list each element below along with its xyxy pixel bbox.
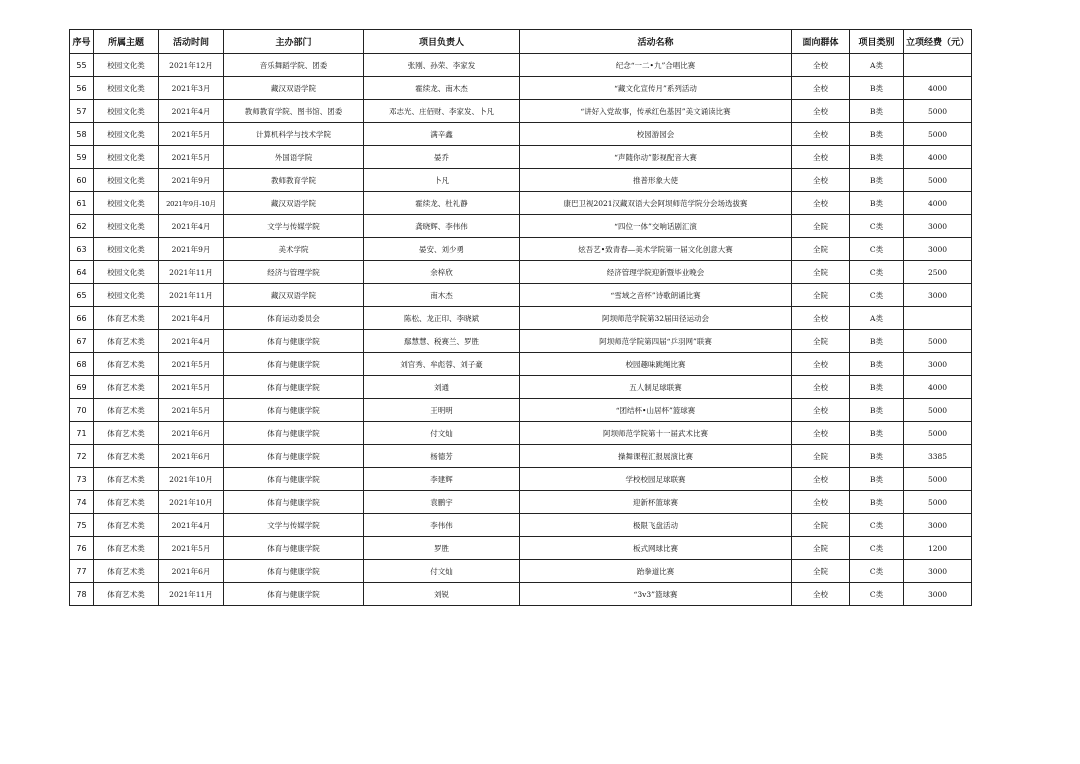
time-cell: 2021年4月 — [159, 514, 224, 537]
time-cell: 2021年4月 — [159, 307, 224, 330]
department-cell: 计算机科学与技术学院 — [224, 123, 364, 146]
audience-cell: 全院 — [792, 238, 850, 261]
audience-cell: 全校 — [792, 376, 850, 399]
audience-cell: 全校 — [792, 307, 850, 330]
leader-cell: 张刚、孙荣、李家发 — [364, 54, 520, 77]
leader-cell: 邓志光、庄佰财、李家发、卜凡 — [364, 100, 520, 123]
audience-cell: 全院 — [792, 537, 850, 560]
theme-cell: 校园文化类 — [94, 238, 159, 261]
time-cell: 2021年9月 — [159, 169, 224, 192]
leader-cell: 刘通 — [364, 376, 520, 399]
funding-cell: 3000 — [904, 353, 972, 376]
leader-cell: 陈松、龙正印、李晓斌 — [364, 307, 520, 330]
activity-name-cell: 板式网球比赛 — [520, 537, 792, 560]
table-row — [70, 215, 972, 238]
department-cell: 体育与健康学院 — [224, 445, 364, 468]
activity-table — [69, 29, 972, 606]
table-row — [70, 514, 972, 537]
serial-cell: 63 — [70, 238, 94, 261]
funding-cell: 3000 — [904, 238, 972, 261]
category-cell: C类 — [850, 514, 904, 537]
time-cell: 2021年9月-10月 — [159, 192, 224, 215]
table-row — [70, 284, 972, 307]
serial-cell: 71 — [70, 422, 94, 445]
audience-cell: 全院 — [792, 261, 850, 284]
department-cell: 经济与管理学院 — [224, 261, 364, 284]
department-cell: 体育与健康学院 — [224, 399, 364, 422]
serial-cell: 55 — [70, 54, 94, 77]
leader-cell: 余梓欣 — [364, 261, 520, 284]
funding-cell: 3000 — [904, 284, 972, 307]
time-cell: 2021年4月 — [159, 330, 224, 353]
leader-cell: 晏安、刘少勇 — [364, 238, 520, 261]
theme-cell: 体育艺术类 — [94, 445, 159, 468]
theme-cell: 校园文化类 — [94, 146, 159, 169]
theme-cell: 校园文化类 — [94, 77, 159, 100]
time-cell: 2021年5月 — [159, 123, 224, 146]
audience-cell: 全校 — [792, 100, 850, 123]
header-leader: 项目负责人 — [364, 30, 520, 54]
time-cell: 2021年10月 — [159, 468, 224, 491]
theme-cell: 校园文化类 — [94, 54, 159, 77]
time-cell: 2021年5月 — [159, 376, 224, 399]
audience-cell: 全校 — [792, 399, 850, 422]
funding-cell: 5000 — [904, 169, 972, 192]
category-cell: B类 — [850, 353, 904, 376]
audience-cell: 全院 — [792, 514, 850, 537]
theme-cell: 校园文化类 — [94, 215, 159, 238]
category-cell: B类 — [850, 169, 904, 192]
department-cell: 外国语学院 — [224, 146, 364, 169]
table-row — [70, 146, 972, 169]
department-cell: 藏汉双语学院 — [224, 284, 364, 307]
time-cell: 2021年5月 — [159, 537, 224, 560]
header-time: 活动时间 — [159, 30, 224, 54]
audience-cell: 全校 — [792, 468, 850, 491]
theme-cell: 校园文化类 — [94, 192, 159, 215]
theme-cell: 体育艺术类 — [94, 537, 159, 560]
department-cell: 体育与健康学院 — [224, 376, 364, 399]
category-cell: B类 — [850, 445, 904, 468]
time-cell: 2021年11月 — [159, 261, 224, 284]
audience-cell: 全院 — [792, 215, 850, 238]
audience-cell: 全校 — [792, 77, 850, 100]
funding-cell: 3000 — [904, 514, 972, 537]
funding-cell: 5000 — [904, 330, 972, 353]
audience-cell: 全校 — [792, 169, 850, 192]
serial-cell: 58 — [70, 123, 94, 146]
department-cell: 文学与传媒学院 — [224, 514, 364, 537]
audience-cell: 全校 — [792, 422, 850, 445]
header-funding: 立项经费（元） — [904, 30, 972, 54]
table-row — [70, 238, 972, 261]
theme-cell: 校园文化类 — [94, 169, 159, 192]
funding-cell: 4000 — [904, 376, 972, 399]
activity-name-cell: 五人制足球联赛 — [520, 376, 792, 399]
table-row — [70, 422, 972, 445]
leader-cell: 袁鹏宇 — [364, 491, 520, 514]
activity-name-cell: 经济管理学院迎新暨毕业晚会 — [520, 261, 792, 284]
table-row — [70, 330, 972, 353]
category-cell: B类 — [850, 330, 904, 353]
department-cell: 体育与健康学院 — [224, 560, 364, 583]
funding-cell: 1200 — [904, 537, 972, 560]
theme-cell: 体育艺术类 — [94, 514, 159, 537]
table-row — [70, 445, 972, 468]
header-department: 主办部门 — [224, 30, 364, 54]
time-cell: 2021年6月 — [159, 422, 224, 445]
audience-cell: 全校 — [792, 583, 850, 606]
department-cell: 体育与健康学院 — [224, 468, 364, 491]
theme-cell: 体育艺术类 — [94, 353, 159, 376]
theme-cell: 体育艺术类 — [94, 376, 159, 399]
leader-cell: 南木杰 — [364, 284, 520, 307]
leader-cell: 霍续龙、南木杰 — [364, 77, 520, 100]
funding-cell: 4000 — [904, 192, 972, 215]
serial-cell: 66 — [70, 307, 94, 330]
table-row — [70, 169, 972, 192]
theme-cell: 体育艺术类 — [94, 422, 159, 445]
audience-cell: 全校 — [792, 54, 850, 77]
time-cell: 2021年11月 — [159, 284, 224, 307]
department-cell: 教师教育学院、图书馆、团委 — [224, 100, 364, 123]
category-cell: A类 — [850, 54, 904, 77]
table-row — [70, 376, 972, 399]
serial-cell: 62 — [70, 215, 94, 238]
category-cell: B类 — [850, 376, 904, 399]
funding-cell: 5000 — [904, 422, 972, 445]
department-cell: 藏汉双语学院 — [224, 192, 364, 215]
funding-cell: 5000 — [904, 123, 972, 146]
category-cell: C类 — [850, 537, 904, 560]
department-cell: 体育与健康学院 — [224, 353, 364, 376]
activity-name-cell: “声随你动”影视配音大赛 — [520, 146, 792, 169]
table-row — [70, 192, 972, 215]
funding-cell — [904, 307, 972, 330]
theme-cell: 体育艺术类 — [94, 330, 159, 353]
leader-cell: 龚晓辉、李伟伟 — [364, 215, 520, 238]
header-row — [70, 30, 972, 54]
category-cell: B类 — [850, 146, 904, 169]
activity-name-cell: 炫吾艺•致青春—美术学院第一届文化创意大赛 — [520, 238, 792, 261]
time-cell: 2021年10月 — [159, 491, 224, 514]
audience-cell: 全院 — [792, 330, 850, 353]
activity-name-cell: 迎新杯篮球赛 — [520, 491, 792, 514]
time-cell: 2021年12月 — [159, 54, 224, 77]
serial-cell: 59 — [70, 146, 94, 169]
category-cell: A类 — [850, 307, 904, 330]
department-cell: 体育与健康学院 — [224, 422, 364, 445]
header-activity-name: 活动名称 — [520, 30, 792, 54]
department-cell: 文学与传媒学院 — [224, 215, 364, 238]
header-theme: 所属主题 — [94, 30, 159, 54]
leader-cell: 晏乔 — [364, 146, 520, 169]
table-row — [70, 583, 972, 606]
activity-name-cell: “四位一体”交响话剧汇演 — [520, 215, 792, 238]
serial-cell: 57 — [70, 100, 94, 123]
table-row — [70, 77, 972, 100]
theme-cell: 体育艺术类 — [94, 307, 159, 330]
time-cell: 2021年5月 — [159, 353, 224, 376]
category-cell: C类 — [850, 560, 904, 583]
table-row — [70, 353, 972, 376]
leader-cell: 刘官秀、牟彪蓉、刘子豪 — [364, 353, 520, 376]
funding-cell: 3385 — [904, 445, 972, 468]
serial-cell: 77 — [70, 560, 94, 583]
header-serial: 序号 — [70, 30, 94, 54]
category-cell: C类 — [850, 583, 904, 606]
category-cell: C类 — [850, 284, 904, 307]
category-cell: B类 — [850, 491, 904, 514]
activity-name-cell: 学校校园足球联赛 — [520, 468, 792, 491]
time-cell: 2021年9月 — [159, 238, 224, 261]
funding-cell: 3000 — [904, 560, 972, 583]
table-row — [70, 100, 972, 123]
activity-name-cell: 阿坝师范学院第四届“乒羽网”联赛 — [520, 330, 792, 353]
serial-cell: 60 — [70, 169, 94, 192]
leader-cell: 刘锐 — [364, 583, 520, 606]
category-cell: B类 — [850, 100, 904, 123]
time-cell: 2021年5月 — [159, 399, 224, 422]
serial-cell: 67 — [70, 330, 94, 353]
theme-cell: 校园文化类 — [94, 261, 159, 284]
funding-cell: 2500 — [904, 261, 972, 284]
category-cell: C类 — [850, 215, 904, 238]
serial-cell: 68 — [70, 353, 94, 376]
activity-name-cell: 康巴卫视2021汉藏双语大会阿坝师范学院分会场选拔赛 — [520, 192, 792, 215]
serial-cell: 70 — [70, 399, 94, 422]
theme-cell: 体育艺术类 — [94, 399, 159, 422]
department-cell: 体育与健康学院 — [224, 330, 364, 353]
table-row — [70, 399, 972, 422]
department-cell: 体育与健康学院 — [224, 583, 364, 606]
leader-cell: 罗胜 — [364, 537, 520, 560]
department-cell: 美术学院 — [224, 238, 364, 261]
theme-cell: 体育艺术类 — [94, 560, 159, 583]
leader-cell: 付文灿 — [364, 560, 520, 583]
category-cell: B类 — [850, 422, 904, 445]
table-row — [70, 54, 972, 77]
time-cell: 2021年4月 — [159, 100, 224, 123]
time-cell: 2021年3月 — [159, 77, 224, 100]
theme-cell: 体育艺术类 — [94, 491, 159, 514]
funding-cell: 5000 — [904, 399, 972, 422]
header-audience: 面向群体 — [792, 30, 850, 54]
serial-cell: 75 — [70, 514, 94, 537]
category-cell: C类 — [850, 261, 904, 284]
table-row — [70, 307, 972, 330]
activity-name-cell: 纪念“一二•九”合唱比赛 — [520, 54, 792, 77]
table-row — [70, 560, 972, 583]
department-cell: 体育运动委员会 — [224, 307, 364, 330]
activity-name-cell: 操舞课程汇报展演比赛 — [520, 445, 792, 468]
activity-name-cell: “雪域之音杯”诗歌朗诵比赛 — [520, 284, 792, 307]
activity-name-cell: 推普形象大使 — [520, 169, 792, 192]
activity-name-cell: 校园趣味跳绳比赛 — [520, 353, 792, 376]
theme-cell: 体育艺术类 — [94, 468, 159, 491]
activity-name-cell: “藏文化宣传月”系列活动 — [520, 77, 792, 100]
funding-cell: 5000 — [904, 468, 972, 491]
leader-cell: 满辛鑫 — [364, 123, 520, 146]
theme-cell: 体育艺术类 — [94, 583, 159, 606]
leader-cell: 李伟伟 — [364, 514, 520, 537]
leader-cell: 卜凡 — [364, 169, 520, 192]
leader-cell: 杨德芳 — [364, 445, 520, 468]
serial-cell: 61 — [70, 192, 94, 215]
table-row — [70, 537, 972, 560]
table-row — [70, 261, 972, 284]
theme-cell: 校园文化类 — [94, 284, 159, 307]
funding-cell: 3000 — [904, 215, 972, 238]
serial-cell: 74 — [70, 491, 94, 514]
department-cell: 体育与健康学院 — [224, 537, 364, 560]
table-body — [70, 54, 972, 606]
department-cell: 教师教育学院 — [224, 169, 364, 192]
table-row — [70, 491, 972, 514]
time-cell: 2021年5月 — [159, 146, 224, 169]
audience-cell: 全院 — [792, 445, 850, 468]
serial-cell: 56 — [70, 77, 94, 100]
leader-cell: 鄢慧慧、税赛兰、罗胜 — [364, 330, 520, 353]
activity-name-cell: 阿坝师范学院第十一届武术比赛 — [520, 422, 792, 445]
audience-cell: 全校 — [792, 353, 850, 376]
audience-cell: 全校 — [792, 192, 850, 215]
leader-cell: 付文灿 — [364, 422, 520, 445]
funding-cell: 4000 — [904, 77, 972, 100]
activity-name-cell: “讲好入党故事，传承红色基因”美文诵读比赛 — [520, 100, 792, 123]
audience-cell: 全院 — [792, 560, 850, 583]
audience-cell: 全校 — [792, 123, 850, 146]
serial-cell: 65 — [70, 284, 94, 307]
serial-cell: 64 — [70, 261, 94, 284]
leader-cell: 李建辉 — [364, 468, 520, 491]
leader-cell: 王明明 — [364, 399, 520, 422]
theme-cell: 校园文化类 — [94, 100, 159, 123]
funding-cell: 4000 — [904, 146, 972, 169]
serial-cell: 73 — [70, 468, 94, 491]
header-category: 项目类别 — [850, 30, 904, 54]
table-row — [70, 123, 972, 146]
department-cell: 藏汉双语学院 — [224, 77, 364, 100]
theme-cell: 校园文化类 — [94, 123, 159, 146]
category-cell: B类 — [850, 123, 904, 146]
serial-cell: 78 — [70, 583, 94, 606]
activity-name-cell: “3v3”篮球赛 — [520, 583, 792, 606]
audience-cell: 全院 — [792, 284, 850, 307]
category-cell: B类 — [850, 192, 904, 215]
time-cell: 2021年6月 — [159, 445, 224, 468]
activity-name-cell: 阿坝师范学院第32届田径运动会 — [520, 307, 792, 330]
department-cell: 体育与健康学院 — [224, 491, 364, 514]
category-cell: B类 — [850, 77, 904, 100]
serial-cell: 69 — [70, 376, 94, 399]
funding-cell: 3000 — [904, 583, 972, 606]
funding-cell — [904, 54, 972, 77]
audience-cell: 全校 — [792, 146, 850, 169]
category-cell: B类 — [850, 468, 904, 491]
time-cell: 2021年6月 — [159, 560, 224, 583]
funding-cell: 5000 — [904, 491, 972, 514]
activity-name-cell: 极限飞盘活动 — [520, 514, 792, 537]
time-cell: 2021年4月 — [159, 215, 224, 238]
category-cell: C类 — [850, 238, 904, 261]
time-cell: 2021年11月 — [159, 583, 224, 606]
serial-cell: 76 — [70, 537, 94, 560]
audience-cell: 全校 — [792, 491, 850, 514]
funding-cell: 5000 — [904, 100, 972, 123]
table-row — [70, 468, 972, 491]
activity-name-cell: “团结杯•山居杯”篮球赛 — [520, 399, 792, 422]
department-cell: 音乐舞蹈学院、团委 — [224, 54, 364, 77]
leader-cell: 霍续龙、杜礼静 — [364, 192, 520, 215]
activity-name-cell: 跆拳道比赛 — [520, 560, 792, 583]
category-cell: B类 — [850, 399, 904, 422]
serial-cell: 72 — [70, 445, 94, 468]
activity-name-cell: 校园游园会 — [520, 123, 792, 146]
